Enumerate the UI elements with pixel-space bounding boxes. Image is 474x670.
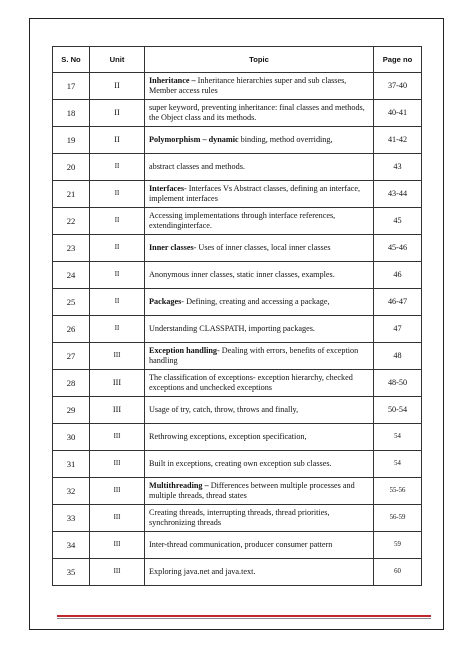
row-page: 56-59 [374, 505, 422, 532]
table-row [53, 127, 422, 154]
row-page: 59 [374, 532, 422, 559]
row-unit: II [90, 154, 145, 181]
row-page: 46-47 [374, 289, 422, 316]
row-topic [145, 451, 374, 478]
row-unit: II [90, 316, 145, 343]
row-sno: 23 [53, 235, 90, 262]
table-row [53, 532, 422, 559]
row-page: 40-41 [374, 100, 422, 127]
row-sno: 32 [53, 478, 90, 505]
topic-text: Built in exceptions, creating own exception sub classes. [149, 459, 332, 468]
table-row [53, 289, 422, 316]
row-topic [145, 505, 374, 532]
topic-text: Rethrowing exceptions, exception specification, [149, 432, 307, 441]
topic-text: Inter-thread communication, producer consumer pattern [149, 540, 333, 549]
topic-bold: Inner classes [149, 243, 194, 252]
row-topic [145, 235, 374, 262]
row-topic [145, 289, 374, 316]
topic-text: abstract classes and methods. [149, 162, 245, 171]
table-row [53, 478, 422, 505]
row-topic [145, 73, 374, 100]
topic-text: Accessing implementations through interface references, extendinginterface. [149, 211, 336, 230]
table-row [53, 397, 422, 424]
row-unit: III [90, 559, 145, 586]
row-page: 41-42 [374, 127, 422, 154]
table-row [53, 343, 422, 370]
header-unit: Unit [90, 47, 145, 73]
header-row [53, 47, 422, 73]
row-unit: II [90, 208, 145, 235]
row-page: 46 [374, 262, 422, 289]
row-page: 60 [374, 559, 422, 586]
topic-text: - Uses of inner classes, local inner classes [193, 243, 331, 252]
table-row [53, 262, 422, 289]
row-sno: 35 [53, 559, 90, 586]
row-unit: II [90, 181, 145, 208]
row-topic [145, 262, 374, 289]
row-sno: 34 [53, 532, 90, 559]
row-page: 55-56 [374, 478, 422, 505]
table-of-contents [52, 46, 422, 586]
table-row [53, 559, 422, 586]
table-row [53, 73, 422, 100]
topic-text: Anonymous inner classes, static inner classes, examples. [149, 270, 335, 279]
topic-text: Understanding CLASSPATH, importing packages. [149, 324, 315, 333]
topic-bold: Multithreading – [149, 481, 209, 490]
row-unit: III [90, 424, 145, 451]
table-row [53, 181, 422, 208]
row-topic [145, 559, 374, 586]
topic-text: binding, method overriding, [238, 135, 333, 144]
topic-bold: Packages [149, 297, 182, 306]
row-page: 54 [374, 451, 422, 478]
row-sno: 17 [53, 73, 90, 100]
row-unit: II [90, 127, 145, 154]
row-sno: 30 [53, 424, 90, 451]
table-row [53, 505, 422, 532]
row-topic [145, 127, 374, 154]
row-topic [145, 532, 374, 559]
topic-bold: Exception handling [149, 346, 218, 355]
row-sno: 18 [53, 100, 90, 127]
row-unit: II [90, 73, 145, 100]
table-row [53, 235, 422, 262]
topic-text: Creating threads, interrupting threads, thread priorities, synchronizing threads [149, 508, 330, 527]
row-unit: II [90, 235, 145, 262]
row-page: 54 [374, 424, 422, 451]
topic-text: Exploring java.net and java.text. [149, 567, 256, 576]
table-row [53, 208, 422, 235]
table-row [53, 316, 422, 343]
row-unit: III [90, 505, 145, 532]
row-sno: 21 [53, 181, 90, 208]
row-page: 37-40 [374, 73, 422, 100]
table-row [53, 370, 422, 397]
header-topic: Topic [145, 47, 374, 73]
row-unit: III [90, 343, 145, 370]
row-topic [145, 343, 374, 370]
row-unit: III [90, 370, 145, 397]
row-unit: II [90, 100, 145, 127]
row-sno: 22 [53, 208, 90, 235]
table-row [53, 424, 422, 451]
row-unit: III [90, 451, 145, 478]
row-sno: 31 [53, 451, 90, 478]
topic-text: Usage of try, catch, throw, throws and finally, [149, 405, 299, 414]
row-page: 45-46 [374, 235, 422, 262]
row-topic [145, 424, 374, 451]
row-sno: 20 [53, 154, 90, 181]
row-page: 50-54 [374, 397, 422, 424]
row-page: 43 [374, 154, 422, 181]
row-topic [145, 181, 374, 208]
topic-text: - Defining, creating and accessing a package, [181, 297, 330, 306]
row-topic [145, 397, 374, 424]
table-row [53, 451, 422, 478]
row-sno: 19 [53, 127, 90, 154]
row-topic [145, 154, 374, 181]
row-unit: III [90, 532, 145, 559]
table-row [53, 100, 422, 127]
topic-text: The classification of exceptions- exception hierarchy, checked exceptions and unchecked exceptions [149, 373, 353, 392]
row-topic [145, 208, 374, 235]
row-page: 43-44 [374, 181, 422, 208]
footer-rule-shadow [57, 618, 431, 619]
header-sno: S. No [53, 47, 90, 73]
topic-text: Inheritance hierarchies super and sub classes, Member access rules [149, 76, 347, 95]
row-page: 47 [374, 316, 422, 343]
topic-bold: Polymorphism – dynamic [149, 135, 239, 144]
row-sno: 29 [53, 397, 90, 424]
topic-text: - Interfaces Vs Abstract classes, defining an interface, implement interfaces [149, 184, 361, 203]
row-topic [145, 478, 374, 505]
table-row [53, 154, 422, 181]
row-page: 48-50 [374, 370, 422, 397]
row-sno: 27 [53, 343, 90, 370]
row-topic [145, 370, 374, 397]
row-sno: 26 [53, 316, 90, 343]
footer-rule [57, 615, 431, 617]
row-page: 48 [374, 343, 422, 370]
row-unit: II [90, 262, 145, 289]
row-unit: III [90, 397, 145, 424]
topic-bold: Interfaces [149, 184, 185, 193]
topic-text: Differences between multiple processes and multiple threads, thread states [149, 481, 355, 500]
row-sno: 33 [53, 505, 90, 532]
topic-bold: Inheritance – [149, 76, 196, 85]
topic-text: super keyword, preventing inheritance: final classes and methods, the Object class and its methods. [149, 103, 365, 122]
row-sno: 28 [53, 370, 90, 397]
header-page: Page no [374, 47, 422, 73]
row-unit: III [90, 478, 145, 505]
row-page: 45 [374, 208, 422, 235]
row-sno: 24 [53, 262, 90, 289]
row-sno: 25 [53, 289, 90, 316]
row-topic [145, 100, 374, 127]
row-topic [145, 316, 374, 343]
row-unit: II [90, 289, 145, 316]
topic-text: - Dealing with errors, benefits of exception handling [149, 346, 359, 365]
